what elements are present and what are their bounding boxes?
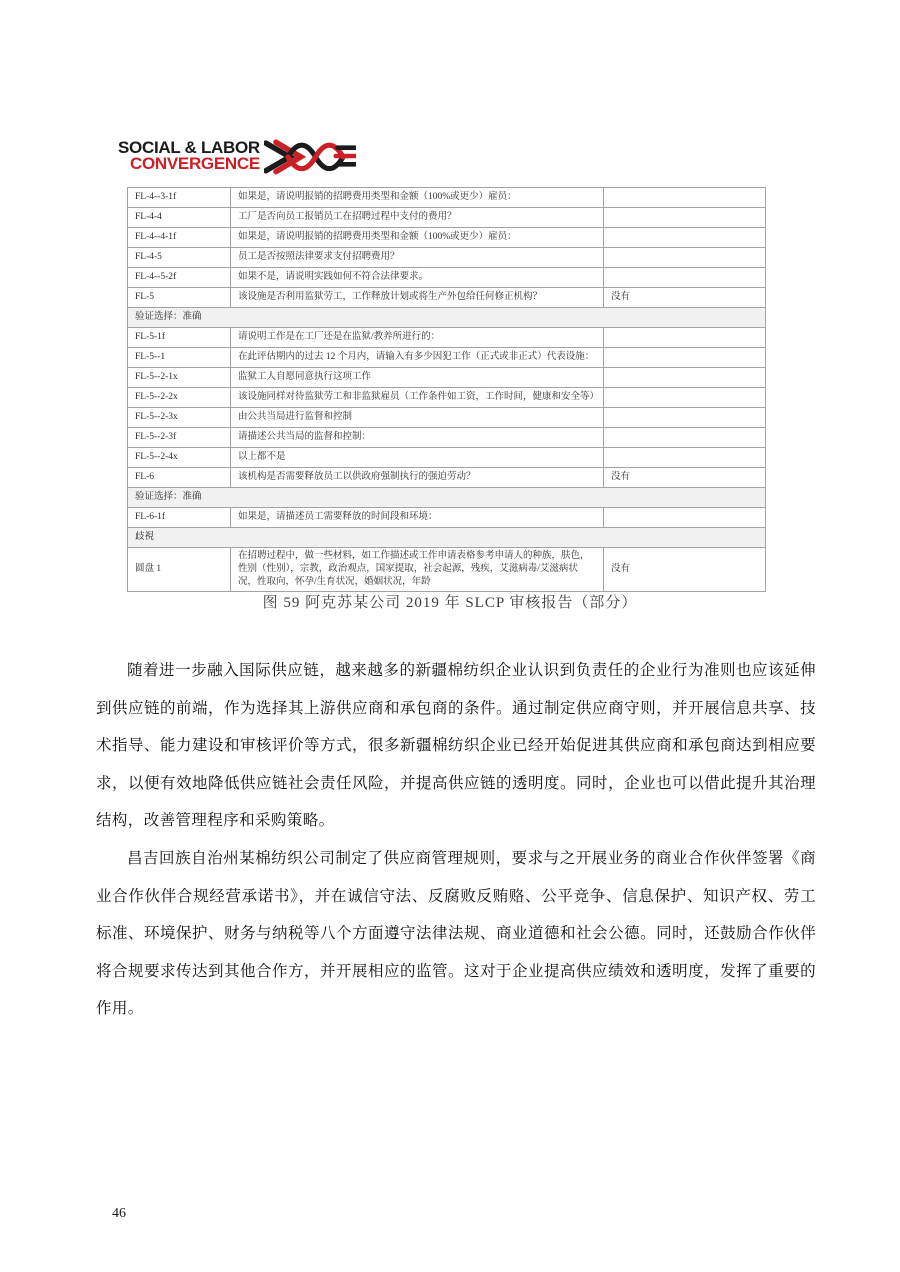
body-paragraphs (96, 652, 816, 1028)
slcp-logo (118, 135, 356, 177)
braid-icon (264, 135, 356, 177)
table-row (128, 548, 766, 592)
section-label: 歧視 (128, 528, 766, 548)
cell-code: 圆盘 1 (128, 548, 231, 592)
cell-question: 该设施同样对待监狱劳工和非监狱雇员（工作条件如工资，工作时间，健康和安全等） (231, 388, 604, 408)
table-row (128, 388, 766, 408)
table-row (128, 448, 766, 468)
cell-answer (604, 348, 766, 368)
cell-answer (604, 388, 766, 408)
cell-answer (604, 328, 766, 348)
cell-answer (604, 228, 766, 248)
cell-question: 如果是，请描述员工需要释放的时间段和环境： (231, 508, 604, 528)
cell-code: FL-5--2-3x (128, 408, 231, 428)
section-label: 验证选择：准确 (128, 308, 766, 328)
audit-table-body (128, 188, 766, 592)
paragraph: 随着进一步融入国际供应链，越来越多的新疆棉纺织企业认识到负责任的企业行为准则也应该延伸到供应链的前端，作为选择其上游供应商和承包商的条件。通过制定供应商守则，并开展信息共享、技术指导、能力建设和审核评价等方式，很多新疆棉纺织企业已经开始促进其供应商和承包商达到相应要求，以便有效地降低供应链社会责任风险，并提高供应链的透明度。同时，企业也可以借此提升其治理结构，改善管理程序和采购策略。 (96, 662, 816, 830)
cell-code: FL-5--1 (128, 348, 231, 368)
table-row (128, 248, 766, 268)
cell-answer: 没有 (604, 288, 766, 308)
cell-code: FL-5-1f (128, 328, 231, 348)
cell-question: 监狱工人自愿同意执行这项工作 (231, 368, 604, 388)
cell-question: 在招聘过程中，做一些材料，如工作描述或工作申请表格参考申请人的种族，肤色，性别（性别），宗教，政治观点，国家提取，社会起源，残疾，艾滋病毒/艾滋病状况，性取向，怀孕/生育状况，婚姻状况，年龄 (231, 548, 604, 592)
logo-line1: SOCIAL & LABOR (118, 138, 260, 157)
table-row (128, 328, 766, 348)
cell-answer (604, 408, 766, 428)
table-section-row (128, 308, 766, 328)
cell-code: FL-5--2-3f (128, 428, 231, 448)
cell-question: 员工是否按照法律要求支付招聘费用？ (231, 248, 604, 268)
cell-answer (604, 428, 766, 448)
cell-code: FL-6 (128, 468, 231, 488)
cell-question: 该机构是否需要释放员工以供政府强制执行的强迫劳动？ (231, 468, 604, 488)
cell-answer: 没有 (604, 468, 766, 488)
cell-code: FL-5 (128, 288, 231, 308)
table-row (128, 268, 766, 288)
cell-code: FL-4-5 (128, 248, 231, 268)
table-section-row (128, 528, 766, 548)
figure-caption: 图 59 阿克苏某公司 2019 年 SLCP 审核报告（部分） (262, 595, 638, 611)
cell-question: 请说明工作是在工厂还是在监狱/教养所进行的： (231, 328, 604, 348)
cell-question: 工厂是否向员工报销员工在招聘过程中支付的费用？ (231, 208, 604, 228)
table-row (128, 348, 766, 368)
cell-question: 请描述公共当局的监督和控制： (231, 428, 604, 448)
table-row (128, 468, 766, 488)
table-row (128, 428, 766, 448)
cell-code: FL-5--2-2x (128, 388, 231, 408)
logo-line2: CONVERGENCE (130, 154, 260, 173)
table-row (128, 408, 766, 428)
cell-question: 如果是，请说明报销的招聘费用类型和金额（100%或更少）雇员： (231, 188, 604, 208)
cell-question: 以上都不是 (231, 448, 604, 468)
table-row (128, 208, 766, 228)
audit-table (127, 187, 766, 592)
cell-answer (604, 368, 766, 388)
table-row (128, 228, 766, 248)
paragraph: 昌吉回族自治州某棉纺织公司制定了供应商管理规则，要求与之开展业务的商业合作伙伴签署《商业合作伙伴合规经营承诺书》，并在诚信守法、反腐败反贿赂、公平竞争、信息保护、知识产权、劳工标准、环境保护、财务与纳税等八个方面遵守法律法规、商业道德和社会公德。同时，还鼓励合作伙伴将合规要求传达到其他合作方，并开展相应的监管。这对于企业提高供应绩效和透明度，发挥了重要的作用。 (96, 849, 816, 1018)
cell-code: FL-6-1f (128, 508, 231, 528)
cell-code: FL-4--5-2f (128, 268, 231, 288)
cell-answer: 没有 (604, 548, 766, 592)
cell-answer (604, 248, 766, 268)
cell-code: FL-4--4-1f (128, 228, 231, 248)
cell-answer (604, 188, 766, 208)
cell-question: 在此评估期内的过去 12 个月内，请输入有多少因犯工作（正式或非正式）代表设施： (231, 348, 604, 368)
cell-answer (604, 208, 766, 228)
cell-question: 如果是，请说明报销的招聘费用类型和金额（100%或更少）雇员： (231, 228, 604, 248)
cell-code: FL-4--3-1f (128, 188, 231, 208)
table-section-row (128, 488, 766, 508)
cell-answer (604, 508, 766, 528)
cell-code: FL-5--2-1x (128, 368, 231, 388)
cell-question: 如果不是，请说明实践如何不符合法律要求。 (231, 268, 604, 288)
cell-code: FL-4-4 (128, 208, 231, 228)
page-number: 46 (112, 1206, 126, 1221)
cell-answer (604, 448, 766, 468)
table-row (128, 288, 766, 308)
cell-question: 由公共当局进行监督和控制 (231, 408, 604, 428)
table-row (128, 368, 766, 388)
section-label: 验证选择：准确 (128, 488, 766, 508)
cell-code: FL-5--2-4x (128, 448, 231, 468)
slcp-logo-text (118, 140, 260, 172)
cell-question: 该设施是否利用监狱劳工，工作释放计划或将生产外包给任何修正机构？ (231, 288, 604, 308)
table-row (128, 508, 766, 528)
table-row (128, 188, 766, 208)
cell-answer (604, 268, 766, 288)
